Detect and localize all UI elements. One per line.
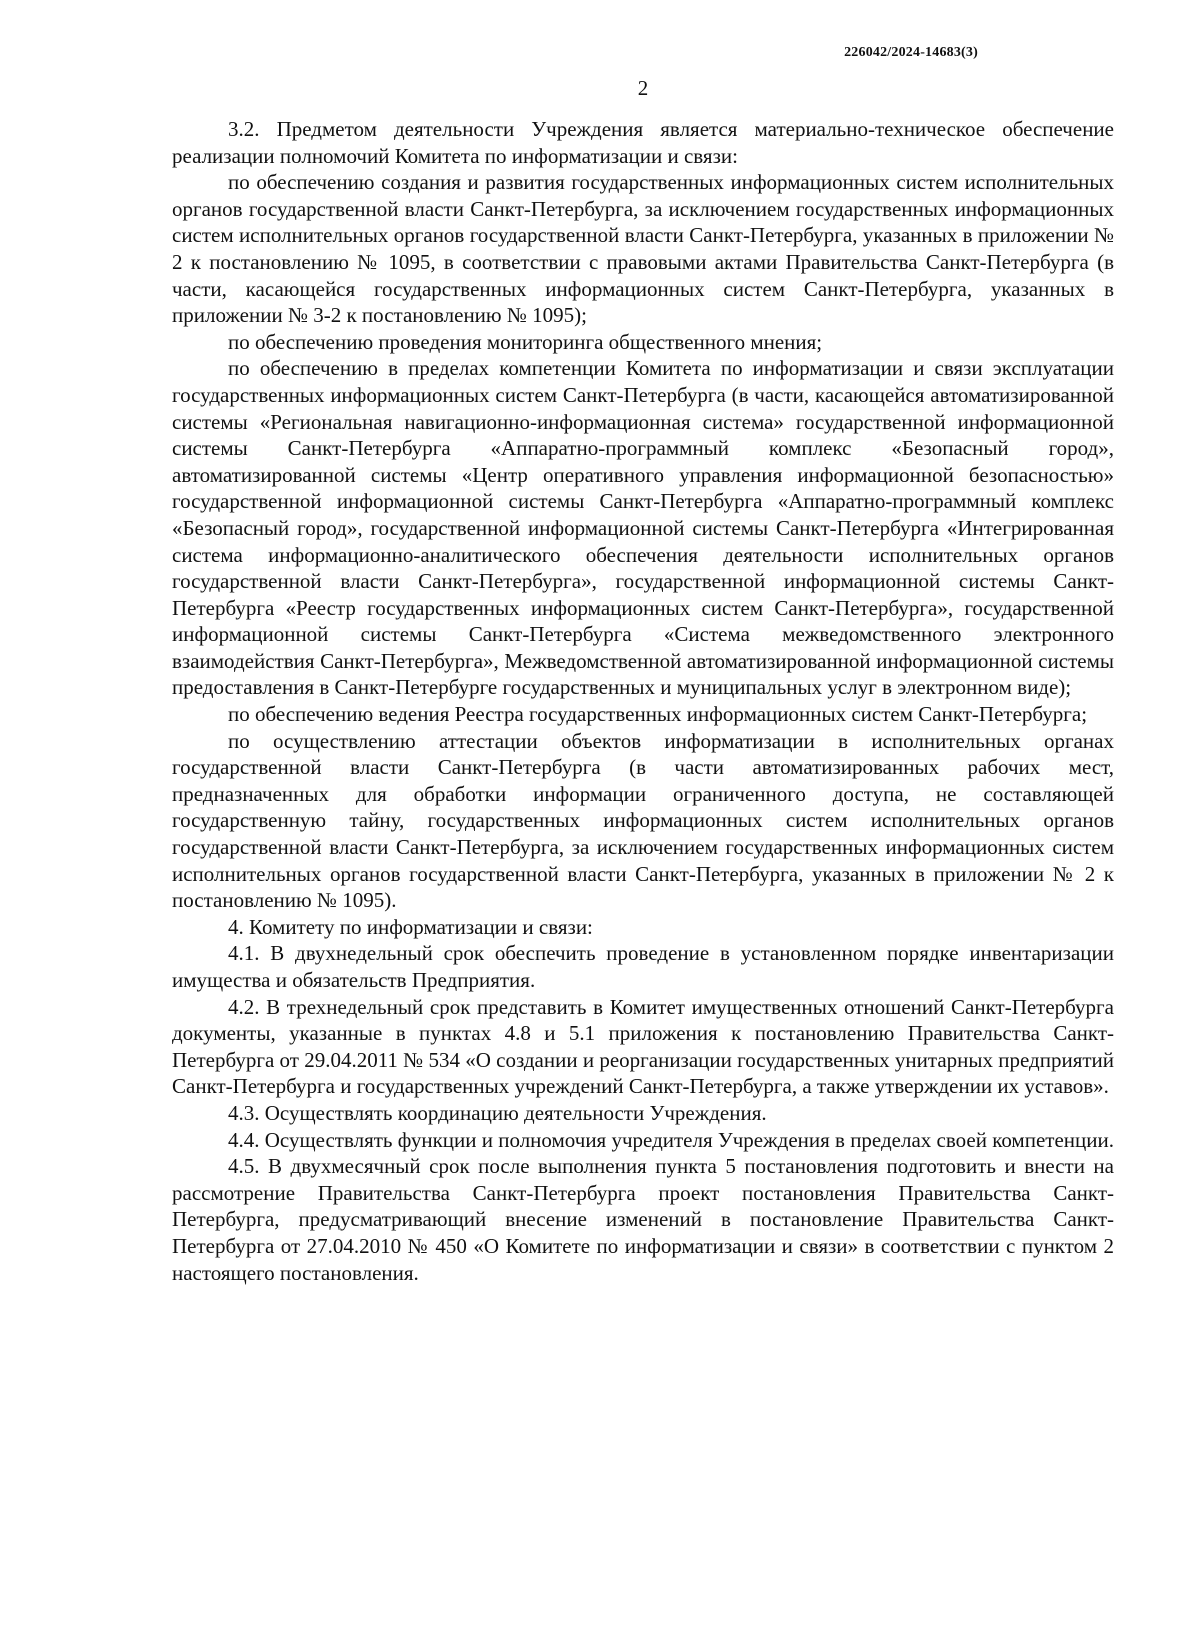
paragraph-registry: по обеспечению ведения Реестра государственных информационных систем Санкт-Петербурга; (228, 702, 1088, 727)
paragraph-4-3: 4.3. Осуществлять координацию деятельности Учреждения. (228, 1100, 767, 1125)
paragraph-creation-development: по обеспечению создания и развития государственных информационных систем исполнительных органов государственной власти Санкт-Петербурга, за исключением государственных информационных систем исполнительных органов государственной власти Санкт-Петербурга, указанных в приложении № 2 к постановлению № 1095, в соответствии с правовыми актами Правительства Санкт-Петербурга (в части, касающейся государственных информационных систем Санкт-Петербурга, указанных в приложении № 3-2 к постановлению № 1095); (172, 170, 1114, 328)
paragraph-exploitation: по обеспечению в пределах компетенции Комитета по информатизации и связи эксплуатации государственных информационных систем Санкт-Петербурга (в части, касающейся автоматизированной системы «Региональная навигационно-информационная система» государственной информационной системы Санкт-Петербурга «Аппаратно-программный комплекс «Безопасный город», автоматизированной системы «Центр оперативного управления информационной безопасностью» государственной информационной системы Санкт-Петербурга «Аппаратно-программный комплекс «Безопасный город», государственной информационной системы Санкт-Петербурга «Интегрированная система информационно-аналитического обеспечения деятельности исполнительных органов государственной власти Санкт-Петербурга», государственной информационной системы Санкт-Петербурга «Реестр государственных информационных систем Санкт-Петербурга», государственной информационной системы Санкт-Петербурга «Система межведомственного электронного взаимодействия Санкт-Петербурга», Межведомственной автоматизированной информационной системы предоставления в Санкт-Петербурге государственных и муниципальных услуг в электронном виде); (172, 356, 1114, 700)
paragraph-3-2: 3.2. Предметом деятельности Учреждения является материально-техническое обеспечение реализации полномочий Комитета по информатизации и связи: (172, 117, 1114, 168)
paragraph-4-1: 4.1. В двухнедельный срок обеспечить проведение в установленном порядке инвентаризации имущества и обязательств Предприятия. (172, 941, 1114, 992)
paragraph-public-opinion: по обеспечению проведения мониторинга общественного мнения; (228, 329, 823, 354)
page-number: 2 (637, 76, 649, 100)
registration-number: 226042/2024-14683(3) (844, 45, 978, 60)
document-body (172, 116, 1114, 1286)
paragraph-4-4: 4.4. Осуществлять функции и полномочия учредителя Учреждения в пределах своей компетенции. (228, 1127, 1114, 1152)
paragraph-4: 4. Комитету по информатизации и связи: (228, 914, 593, 939)
paragraph-4-5: 4.5. В двухмесячный срок после выполнения пункта 5 постановления подготовить и внести на рассмотрение Правительства Санкт-Петербурга проект постановления Правительства Санкт-Петербурга, предусматривающий внесение изменений в постановление Правительства Санкт-Петербурга от 27.04.2010 № 450 «О Комитете по информатизации и связи» в соответствии с пунктом 2 настоящего постановления. (172, 1154, 1114, 1285)
paragraph-attestation: по осуществлению аттестации объектов информатизации в исполнительных органах государственной власти Санкт-Петербурга (в части автоматизированных рабочих мест, предназначенных для обработки информации ограниченного доступа, не составляющей государственную тайну, государственных информационных систем исполнительных органов государственной власти Санкт-Петербурга, за исключением государственных информационных систем исполнительных органов государственной власти Санкт-Петербурга, указанных в приложении № 2 к постановлению № 1095). (172, 728, 1114, 913)
paragraph-4-2: 4.2. В трехнедельный срок представить в Комитет имущественных отношений Санкт-Петербурга документы, указанные в пунктах 4.8 и 5.1 приложения к постановлению Правительства Санкт-Петербурга от 29.04.2011 № 534 «О создании и реорганизации государственных унитарных предприятий Санкт-Петербурга и государственных учреждений Санкт-Петербурга, а также утверждении их уставов». (172, 994, 1115, 1099)
